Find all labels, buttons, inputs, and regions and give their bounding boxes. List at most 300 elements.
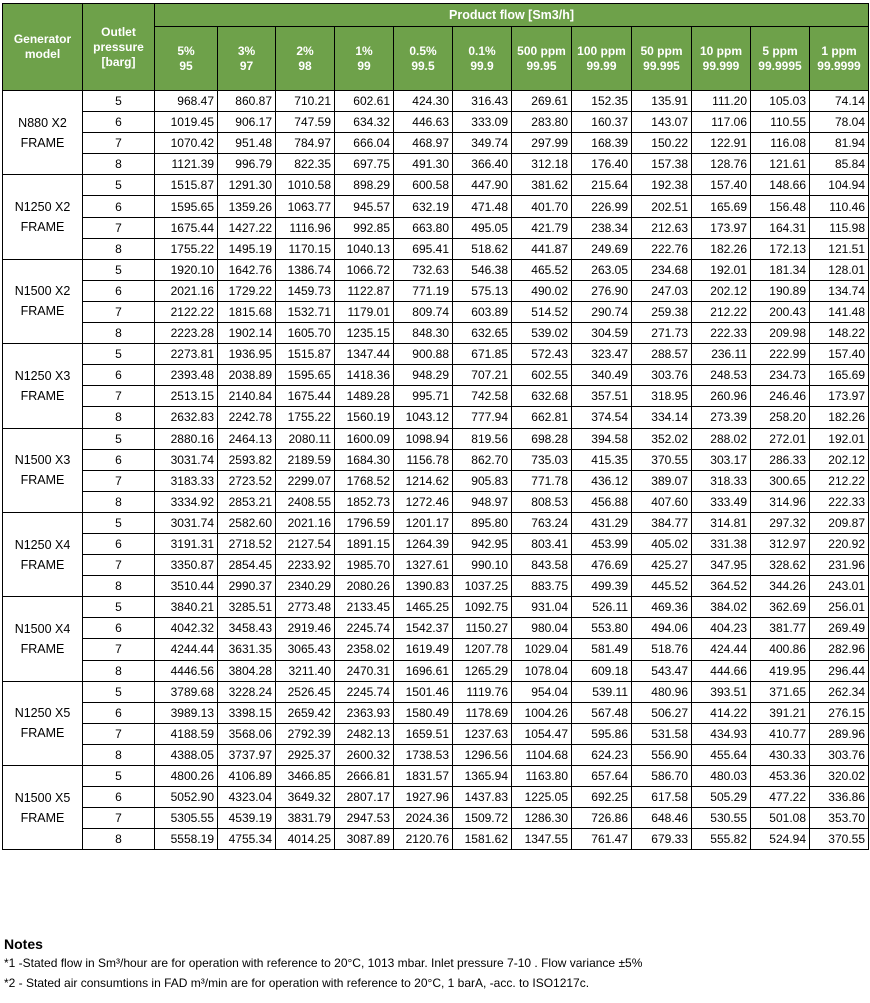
flow-value-cell: 1891.15 (335, 533, 394, 554)
flow-value-cell: 524.94 (751, 829, 810, 850)
flow-value-cell: 3031.74 (155, 449, 218, 470)
flow-value-cell: 526.11 (572, 597, 632, 618)
flow-value-cell: 2880.16 (155, 428, 218, 449)
flow-value-cell: 1831.57 (394, 766, 453, 787)
flow-value-cell: 333.09 (453, 112, 512, 133)
table-row (3, 702, 869, 723)
flow-value-cell: 480.96 (632, 681, 692, 702)
flow-value-cell: 276.15 (810, 702, 869, 723)
flow-value-cell: 586.70 (632, 766, 692, 787)
flow-value-cell: 1170.15 (276, 238, 335, 259)
flow-value-cell: 2223.28 (155, 323, 218, 344)
flow-value-cell: 3631.35 (218, 639, 276, 660)
flow-value-cell: 995.71 (394, 386, 453, 407)
outlet-pressure-cell: 5 (83, 259, 155, 280)
flow-value-cell: 671.85 (453, 344, 512, 365)
table-row (3, 639, 869, 660)
flow-value-cell: 115.98 (810, 217, 869, 238)
purity-oxygen-label: 500 ppm (517, 43, 566, 58)
flow-value-cell: 1359.26 (218, 196, 276, 217)
flow-value-cell: 272.01 (751, 428, 810, 449)
flow-value-cell: 286.33 (751, 449, 810, 470)
flow-value-cell: 381.77 (751, 618, 810, 639)
flow-value-cell: 117.06 (692, 112, 751, 133)
flow-value-cell: 506.27 (632, 702, 692, 723)
table-row (3, 744, 869, 765)
flow-value-cell: 1684.30 (335, 449, 394, 470)
header-generator-model: Generator model (3, 4, 83, 91)
purity-column-header (512, 27, 572, 91)
flow-value-cell: 303.17 (692, 449, 751, 470)
flow-value-cell: 2127.54 (276, 533, 335, 554)
table-header (3, 4, 869, 91)
flow-value-cell: 4106.89 (218, 766, 276, 787)
purity-column-header (276, 27, 335, 91)
flow-value-cell: 389.07 (632, 470, 692, 491)
flow-value-cell: 3649.32 (276, 787, 335, 808)
flow-value-cell: 581.49 (572, 639, 632, 660)
header-outlet-pressure: Outlet pressure [barg] (83, 4, 155, 91)
table-row (3, 723, 869, 744)
flow-value-cell: 349.74 (453, 133, 512, 154)
flow-value-cell: 209.87 (810, 512, 869, 533)
flow-value-cell: 1495.19 (218, 238, 276, 259)
flow-value-cell: 152.35 (572, 91, 632, 112)
flow-value-cell: 546.38 (453, 259, 512, 280)
flow-value-cell: 1605.70 (276, 323, 335, 344)
flow-value-cell: 784.97 (276, 133, 335, 154)
flow-value-cell: 424.30 (394, 91, 453, 112)
flow-value-cell: 269.49 (810, 618, 869, 639)
flow-value-cell: 761.47 (572, 829, 632, 850)
purity-oxygen-label: 0.1% (468, 43, 496, 58)
flow-value-cell: 370.55 (632, 449, 692, 470)
flow-value-cell: 1122.87 (335, 280, 394, 301)
flow-value-cell: 476.69 (572, 555, 632, 576)
table-row (3, 196, 869, 217)
flow-value-cell: 3737.97 (218, 744, 276, 765)
flow-value-cell: 1902.14 (218, 323, 276, 344)
flow-value-cell: 3183.33 (155, 470, 218, 491)
flow-value-cell: 942.95 (453, 533, 512, 554)
flow-value-cell: 176.40 (572, 154, 632, 175)
flow-value-cell: 1675.44 (155, 217, 218, 238)
flow-value-cell: 1347.55 (512, 829, 572, 850)
outlet-pressure-cell: 5 (83, 428, 155, 449)
notes-section (4, 936, 866, 996)
purity-column-header (155, 27, 218, 91)
flow-value-cell: 1264.39 (394, 533, 453, 554)
flow-value-cell: 362.69 (751, 597, 810, 618)
flow-value-cell: 453.36 (751, 766, 810, 787)
flow-value-cell: 2470.31 (335, 660, 394, 681)
outlet-pressure-cell: 6 (83, 449, 155, 470)
outlet-pressure-cell: 7 (83, 386, 155, 407)
purity-oxygen-label: 0.5% (409, 43, 437, 58)
flow-value-cell: 1291.30 (218, 175, 276, 196)
flow-value-cell: 2526.45 (276, 681, 335, 702)
flow-value-cell: 220.92 (810, 533, 869, 554)
flow-value-cell: 732.63 (394, 259, 453, 280)
flow-value-cell: 290.74 (572, 301, 632, 322)
flow-value-cell: 595.86 (572, 723, 632, 744)
table-row (3, 829, 869, 850)
purity-oxygen-label: 50 ppm (640, 43, 683, 58)
flow-value-cell: 2393.48 (155, 365, 218, 386)
flow-value-cell: 111.20 (692, 91, 751, 112)
flow-value-cell: 85.84 (810, 154, 869, 175)
flow-value-cell: 1121.39 (155, 154, 218, 175)
flow-value-cell: 742.58 (453, 386, 512, 407)
flow-value-cell: 697.75 (335, 154, 394, 175)
flow-value-cell: 336.86 (810, 787, 869, 808)
flow-value-cell: 74.14 (810, 91, 869, 112)
flow-value-cell: 371.65 (751, 681, 810, 702)
flow-value-cell: 1515.87 (276, 344, 335, 365)
flow-value-cell: 303.76 (810, 744, 869, 765)
flow-value-cell: 505.29 (692, 787, 751, 808)
flow-value-cell: 662.81 (512, 407, 572, 428)
purity-nitrogen-label: 99.999 (702, 58, 740, 73)
flow-value-cell: 243.01 (810, 576, 869, 597)
flow-value-cell: 333.49 (692, 491, 751, 512)
flow-value-cell: 803.41 (512, 533, 572, 554)
flow-value-cell: 777.94 (453, 407, 512, 428)
flow-value-cell: 771.78 (512, 470, 572, 491)
flow-value-cell: 898.29 (335, 175, 394, 196)
table-row (3, 449, 869, 470)
flow-value-cell: 407.60 (632, 491, 692, 512)
flow-value-cell: 1070.42 (155, 133, 218, 154)
flow-value-cell: 1595.65 (155, 196, 218, 217)
flow-value-cell: 491.30 (394, 154, 453, 175)
purity-oxygen-label: 5 ppm (762, 43, 798, 58)
outlet-pressure-cell: 6 (83, 618, 155, 639)
flow-value-cell: 1043.12 (394, 407, 453, 428)
flow-value-cell: 539.02 (512, 323, 572, 344)
table-row (3, 217, 869, 238)
flow-value-cell: 1150.27 (453, 618, 512, 639)
flow-value-cell: 3466.85 (276, 766, 335, 787)
flow-value-cell: 698.28 (512, 428, 572, 449)
flow-value-cell: 297.99 (512, 133, 572, 154)
flow-value-cell: 1581.62 (453, 829, 512, 850)
flow-value-cell: 312.18 (512, 154, 572, 175)
flow-value-cell: 453.99 (572, 533, 632, 554)
flow-value-cell: 2919.46 (276, 618, 335, 639)
flow-value-cell: 303.76 (632, 365, 692, 386)
outlet-pressure-cell: 8 (83, 407, 155, 428)
purity-column-header (572, 27, 632, 91)
outlet-pressure-cell: 5 (83, 91, 155, 112)
table-row (3, 112, 869, 133)
flow-value-cell: 602.55 (512, 365, 572, 386)
flow-value-cell: 110.55 (751, 112, 810, 133)
flow-value-cell: 192.01 (810, 428, 869, 449)
flow-value-cell: 1532.71 (276, 301, 335, 322)
outlet-pressure-cell: 8 (83, 238, 155, 259)
flow-value-cell: 381.62 (512, 175, 572, 196)
purity-nitrogen-label: 97 (239, 58, 254, 73)
flow-value-cell: 3211.40 (276, 660, 335, 681)
flow-value-cell: 419.95 (751, 660, 810, 681)
flow-value-cell: 663.80 (394, 217, 453, 238)
flow-value-cell: 168.39 (572, 133, 632, 154)
outlet-pressure-cell: 7 (83, 808, 155, 829)
notes-title: Notes (4, 936, 43, 952)
flow-value-cell: 3840.21 (155, 597, 218, 618)
flow-value-cell: 222.33 (810, 491, 869, 512)
flow-value-cell: 1037.25 (453, 576, 512, 597)
flow-value-cell: 465.52 (512, 259, 572, 280)
flow-value-cell: 3191.31 (155, 533, 218, 554)
table-row (3, 681, 869, 702)
table-row (3, 365, 869, 386)
purity-column-header (335, 27, 394, 91)
flow-value-cell: 1040.13 (335, 238, 394, 259)
generator-model-cell: N1250 X3 FRAME (3, 344, 83, 428)
flow-value-cell: 530.55 (692, 808, 751, 829)
outlet-pressure-cell: 6 (83, 702, 155, 723)
flow-value-cell: 173.97 (692, 217, 751, 238)
flow-value-cell: 431.29 (572, 512, 632, 533)
flow-value-cell: 157.40 (810, 344, 869, 365)
flow-value-cell: 393.51 (692, 681, 751, 702)
generator-model-cell: N1250 X4 FRAME (3, 512, 83, 596)
flow-value-cell: 364.52 (692, 576, 751, 597)
flow-value-cell: 445.52 (632, 576, 692, 597)
purity-oxygen-label: 5% (177, 43, 195, 58)
flow-value-cell: 135.91 (632, 91, 692, 112)
flow-value-cell: 666.04 (335, 133, 394, 154)
flow-value-cell: 1019.45 (155, 112, 218, 133)
flow-value-cell: 2582.60 (218, 512, 276, 533)
flow-value-cell: 2358.02 (335, 639, 394, 660)
flow-value-cell: 1214.62 (394, 470, 453, 491)
flow-value-cell: 105.03 (751, 91, 810, 112)
purity-oxygen-label: 1% (355, 43, 373, 58)
flow-value-cell: 572.43 (512, 344, 572, 365)
purity-column-header (751, 27, 810, 91)
flow-value-cell: 1327.61 (394, 555, 453, 576)
flow-value-cell: 300.65 (751, 470, 810, 491)
flow-value-cell: 632.68 (512, 386, 572, 407)
purity-oxygen-label: 100 ppm (577, 43, 626, 58)
flow-value-cell: 948.29 (394, 365, 453, 386)
outlet-pressure-cell: 8 (83, 154, 155, 175)
flow-value-cell: 860.87 (218, 91, 276, 112)
flow-value-cell: 202.12 (692, 280, 751, 301)
flow-value-cell: 4188.59 (155, 723, 218, 744)
flow-value-cell: 499.39 (572, 576, 632, 597)
outlet-pressure-cell: 6 (83, 787, 155, 808)
table-row (3, 787, 869, 808)
flow-value-cell: 2273.81 (155, 344, 218, 365)
flow-value-cell: 370.55 (810, 829, 869, 850)
flow-value-cell: 181.34 (751, 259, 810, 280)
flow-value-cell: 157.40 (692, 175, 751, 196)
flow-value-cell: 249.69 (572, 238, 632, 259)
flow-value-cell: 425.27 (632, 555, 692, 576)
flow-value-cell: 480.03 (692, 766, 751, 787)
flow-value-cell: 3398.15 (218, 702, 276, 723)
flow-value-cell: 260.96 (692, 386, 751, 407)
flow-value-cell: 323.47 (572, 344, 632, 365)
flow-value-cell: 931.04 (512, 597, 572, 618)
flow-value-cell: 1066.72 (335, 259, 394, 280)
flow-value-cell: 1696.61 (394, 660, 453, 681)
purity-nitrogen-label: 99.995 (643, 58, 680, 73)
outlet-pressure-cell: 6 (83, 365, 155, 386)
purity-column-header (394, 27, 453, 91)
table-row (3, 91, 869, 112)
flow-value-cell: 514.52 (512, 301, 572, 322)
flow-value-cell: 1936.95 (218, 344, 276, 365)
flow-value-cell: 1010.58 (276, 175, 335, 196)
flow-value-cell: 2925.37 (276, 744, 335, 765)
flow-value-cell: 1386.74 (276, 259, 335, 280)
flow-value-cell: 2233.92 (276, 555, 335, 576)
flow-value-cell: 269.61 (512, 91, 572, 112)
flow-value-cell: 809.74 (394, 301, 453, 322)
purity-oxygen-label: 3% (237, 43, 256, 58)
flow-value-cell: 469.36 (632, 597, 692, 618)
flow-value-cell: 1738.53 (394, 744, 453, 765)
outlet-pressure-cell: 5 (83, 512, 155, 533)
flow-value-cell: 895.80 (453, 512, 512, 533)
note-1: *1 -Stated flow in Sm³/hour are for operation with reference to 20°C, 1013 mbar. Inlet pressure 7-10 . Flow variance ±5% (4, 956, 643, 970)
flow-value-cell: 4323.04 (218, 787, 276, 808)
flow-value-cell: 318.95 (632, 386, 692, 407)
flow-value-cell: 288.02 (692, 428, 751, 449)
flow-value-cell: 1852.73 (335, 491, 394, 512)
flow-value-cell: 1235.15 (335, 323, 394, 344)
flow-value-cell: 3334.92 (155, 491, 218, 512)
flow-value-cell: 617.58 (632, 787, 692, 808)
purity-oxygen-label: 2% (296, 43, 314, 58)
table-row (3, 533, 869, 554)
flow-value-cell: 567.48 (572, 702, 632, 723)
flow-value-cell: 954.04 (512, 681, 572, 702)
flow-value-cell: 165.69 (692, 196, 751, 217)
outlet-pressure-cell: 8 (83, 660, 155, 681)
flow-value-cell: 357.51 (572, 386, 632, 407)
generator-model-cell: N1500 X2 FRAME (3, 259, 83, 343)
flow-value-cell: 1437.83 (453, 787, 512, 808)
flow-value-cell: 212.22 (810, 470, 869, 491)
flow-value-cell: 276.90 (572, 280, 632, 301)
flow-value-cell: 3285.51 (218, 597, 276, 618)
flow-value-cell: 1004.26 (512, 702, 572, 723)
flow-value-cell: 165.69 (810, 365, 869, 386)
flow-value-cell: 679.33 (632, 829, 692, 850)
flow-value-cell: 735.03 (512, 449, 572, 470)
flow-value-cell: 334.14 (632, 407, 692, 428)
purity-nitrogen-label: 99.9 (470, 58, 494, 73)
flow-value-cell: 347.95 (692, 555, 751, 576)
flow-value-cell: 3568.06 (218, 723, 276, 744)
flow-value-cell: 3831.79 (276, 808, 335, 829)
flow-value-cell: 2122.22 (155, 301, 218, 322)
flow-value-cell: 414.22 (692, 702, 751, 723)
flow-value-cell: 1098.94 (394, 428, 453, 449)
flow-value-cell: 710.21 (276, 91, 335, 112)
flow-value-cell: 1560.19 (335, 407, 394, 428)
flow-value-cell: 263.05 (572, 259, 632, 280)
header-product-flow: Product flow [Sm3/h] (155, 4, 869, 27)
flow-value-cell: 945.57 (335, 196, 394, 217)
outlet-pressure-cell: 7 (83, 470, 155, 491)
flow-value-cell: 234.68 (632, 259, 692, 280)
flow-value-cell: 5052.90 (155, 787, 218, 808)
outlet-pressure-cell: 5 (83, 681, 155, 702)
flow-value-cell: 602.61 (335, 91, 394, 112)
flow-value-cell: 121.51 (810, 238, 869, 259)
flow-value-cell: 553.80 (572, 618, 632, 639)
flow-value-cell: 234.73 (751, 365, 810, 386)
flow-value-cell: 980.04 (512, 618, 572, 639)
flow-value-cell: 695.41 (394, 238, 453, 259)
flow-value-cell: 968.47 (155, 91, 218, 112)
flow-value-cell: 318.33 (692, 470, 751, 491)
flow-value-cell: 1178.69 (453, 702, 512, 723)
generator-model-cell: N880 X2 FRAME (3, 91, 83, 175)
table-row (3, 280, 869, 301)
flow-value-cell: 1755.22 (155, 238, 218, 259)
flow-value-cell: 1418.36 (335, 365, 394, 386)
flow-value-cell: 1104.68 (512, 744, 572, 765)
flow-value-cell: 632.19 (394, 196, 453, 217)
purity-nitrogen-label: 99.99 (586, 58, 617, 73)
flow-value-cell: 5305.55 (155, 808, 218, 829)
flow-value-cell: 172.13 (751, 238, 810, 259)
flow-value-cell: 4244.44 (155, 639, 218, 660)
flow-value-cell: 906.17 (218, 112, 276, 133)
flow-value-cell: 209.98 (751, 323, 810, 344)
flow-value-cell: 297.32 (751, 512, 810, 533)
outlet-pressure-cell: 8 (83, 744, 155, 765)
flow-value-cell: 501.08 (751, 808, 810, 829)
flow-value-cell: 822.35 (276, 154, 335, 175)
outlet-pressure-cell: 7 (83, 555, 155, 576)
flow-value-cell: 556.90 (632, 744, 692, 765)
flow-value-cell: 3458.43 (218, 618, 276, 639)
flow-value-cell: 78.04 (810, 112, 869, 133)
flow-value-cell: 104.94 (810, 175, 869, 196)
flow-value-cell: 1600.09 (335, 428, 394, 449)
flow-value-cell: 1796.59 (335, 512, 394, 533)
flow-value-cell: 3510.44 (155, 576, 218, 597)
flow-value-cell: 366.40 (453, 154, 512, 175)
flow-value-cell: 657.64 (572, 766, 632, 787)
flow-value-cell: 1116.96 (276, 217, 335, 238)
flow-value-cell: 2245.74 (335, 681, 394, 702)
flow-value-cell: 271.73 (632, 323, 692, 344)
flow-value-cell: 304.59 (572, 323, 632, 344)
flow-value-cell: 316.43 (453, 91, 512, 112)
flow-value-cell: 3804.28 (218, 660, 276, 681)
flow-value-cell: 692.25 (572, 787, 632, 808)
outlet-pressure-cell: 7 (83, 301, 155, 322)
flow-value-cell: 282.96 (810, 639, 869, 660)
flow-value-cell: 2189.59 (276, 449, 335, 470)
flow-value-cell: 1119.76 (453, 681, 512, 702)
flow-value-cell: 1225.05 (512, 787, 572, 808)
flow-value-cell: 4446.56 (155, 660, 218, 681)
flow-value-cell: 4539.19 (218, 808, 276, 829)
note-2: *2 - Stated air consumtions in FAD m³/min are for operation with reference to 20°C, 1 barA, -acc. to ISO1217c. (4, 976, 590, 990)
purity-column-header (218, 27, 276, 91)
